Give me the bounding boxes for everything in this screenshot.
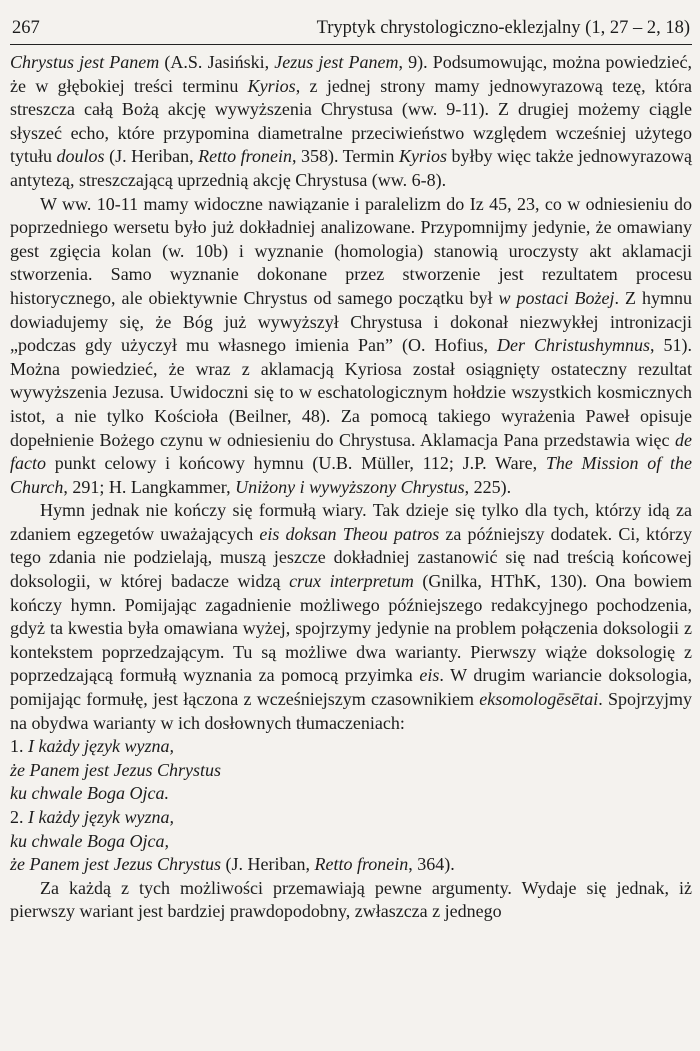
- text-run: Za każdą z tych możliwości przemawiają pewne argumenty. Wydaje się jednak, iż pierwszy wariant jest bardziej prawdopodobny, zwłaszcza z jednego: [10, 877, 692, 922]
- paragraph-doxology: [10, 499, 692, 735]
- italic-run: ku chwale Boga Ojca,: [10, 830, 169, 851]
- italic-run: w postaci Bożej: [498, 287, 615, 308]
- text-run: , 225).: [464, 476, 512, 497]
- text-run: 1.: [10, 736, 28, 757]
- text-run: (A.S. Jasiński,: [159, 52, 275, 72]
- text-run: , 9). Podsumowując, można powiedzieć, że w głębokiej treści terminu: [10, 52, 693, 96]
- variant-line: [10, 806, 692, 830]
- body-text: [10, 51, 692, 924]
- text-run: , 358). Termin: [291, 146, 399, 167]
- paragraph-arguments: [10, 877, 692, 924]
- italic-run: crux interpretum: [289, 571, 414, 592]
- text-run: Hymn jednak nie kończy się formułą wiary. Tak dzieje się tylko dla tych, którzy idą za zdaniem egzegetów uważających: [10, 500, 692, 544]
- page-number: 267: [12, 18, 40, 38]
- paragraph-kyrios-summary: [10, 51, 692, 193]
- italic-run: Uniżony i wywyższony Chrystus: [235, 476, 465, 497]
- variant-line: [10, 830, 692, 854]
- text-run: za późniejszy dodatek. Ci, którzy tego zdania nie podzielają, muszą jeszcze dokładniej zastanowić się nad treścią końcowej doksologii, w której badacze widzą: [10, 523, 692, 592]
- text-run: , 51). Można powiedzieć, że wraz z aklamacją Kyriosa został osiągnięty ostateczny rezultat wywyższenia Jezusa. Uwidoczni się to w eschatologicznym hołdzie wszystkich kosmicznych istot, a nie tylko Kościoła (Beilner, 48). Za pomocą takiego wyrażenia Paweł opisuje dopełnienie Bożego czynu w odniesieniu do Chrystusa. Aklamacja Pana przedstawia więc: [10, 335, 693, 450]
- text-run: 2.: [10, 807, 28, 827]
- text-run: , 364).: [408, 854, 455, 875]
- text-run: , z jednej strony mamy jednowyrazową tezę, która streszcza całą Bożą akcję wywyższenia Chrystusa (ww. 9-11). Z drugiej możemy ciągle słyszeć echo, które przypomina diametralne przeciwieństwo względem wcześniej użytego tytułu: [10, 75, 692, 167]
- running-title: Tryptyk chrystologiczno-eklezjalny (1, 27 – 2, 18): [316, 18, 690, 38]
- italic-run: Kyrios: [247, 75, 296, 96]
- text-run: , 291; H. Langkammer,: [63, 476, 236, 497]
- italic-run: Retto fronein: [314, 854, 409, 875]
- variant-line: [10, 782, 692, 806]
- italic-run: Retto fronein: [198, 146, 292, 167]
- text-run: . Z hymnu dowiadujemy się, że Bóg już wywyższył Chrystusa i dokonał niezwykłej intronizacji „podczas gdy użyczył mu własnego imienia Pan” (O. Hofius,: [10, 287, 692, 356]
- text-run: W ww. 10-11 mamy widoczne nawiązanie i paralelizm do Iz 45, 23, co w odniesieniu do poprzedniego wersetu było już dokładniej analizowane. Przypomnijmy jedynie, że omawiany gest zgięcia kolan (w. 10b) i wyznanie (homologia) stanowią uroczysty akt aklamacji stworzenia. Samo wyznanie dokonane przez stworzenie jest rezultatem procesu historycznego, ale obiektywnie Chrystus od samego początku był: [10, 193, 692, 308]
- italic-run: eis: [419, 665, 440, 686]
- italic-run: Jezus jest Panem: [274, 52, 399, 72]
- variant-line: [10, 759, 692, 783]
- italic-run: Der Christushymnus: [496, 335, 650, 356]
- italic-run: I każdy język wyzna,: [28, 807, 174, 827]
- italic-run: The Mission of the Church: [10, 453, 692, 497]
- italic-run: że Panem jest Jezus Chrystus: [10, 759, 221, 780]
- text-run: (J. Heriban,: [220, 854, 315, 875]
- variant-line: [10, 735, 692, 759]
- variant-line: [10, 853, 692, 877]
- italic-run: eksomologēsētai: [479, 689, 599, 710]
- italic-run: ku chwale Boga Ojca.: [10, 783, 169, 804]
- text-run: byłby więc także jednowyrazową antytezą, streszczającą uprzednią akcję Chrystusa (ww. 6-8).: [10, 146, 692, 190]
- italic-run: Chrystus jest Panem: [10, 52, 160, 72]
- italic-run: doulos: [56, 146, 105, 167]
- text-run: . W drugim wariancie doksologia, pomijając formułę, jest łączona z wcześniejszym czasownikiem: [10, 665, 692, 710]
- text-run: (Gnilka, HThK, 130). Ona bowiem kończy hymn. Pomijając zagadnienie możliwego późniejszego redakcyjnego pochodzenia, gdyż ta kwestia była omawiana wyżej, spojrzymy jedynie na problem połączenia doksologii z kontekstem poprzedzającym. Tu są możliwe dwa warianty. Pierwszy wiąże doksologię z poprzedzającą formułą wyznania za pomocą przyimka: [10, 571, 692, 686]
- italic-run: I każdy język wyzna,: [28, 736, 174, 757]
- translation-variants: [10, 735, 692, 877]
- italic-run: eis doksan Theou patros: [259, 523, 440, 544]
- running-header: [10, 16, 692, 45]
- text-run: punkt celowy i końcowy hymnu (U.B. Müller, 112; J.P. Ware,: [46, 453, 546, 474]
- text-run: (J. Heriban,: [104, 146, 199, 167]
- italic-run: de facto: [10, 429, 692, 474]
- italic-run: że Panem jest Jezus Chrystus: [10, 854, 221, 875]
- text-run: . Spojrzyjmy na obydwa warianty w ich dosłownych tłumaczeniach:: [10, 689, 692, 733]
- paragraph-acclamation: [10, 193, 692, 500]
- italic-run: Kyrios: [398, 146, 447, 167]
